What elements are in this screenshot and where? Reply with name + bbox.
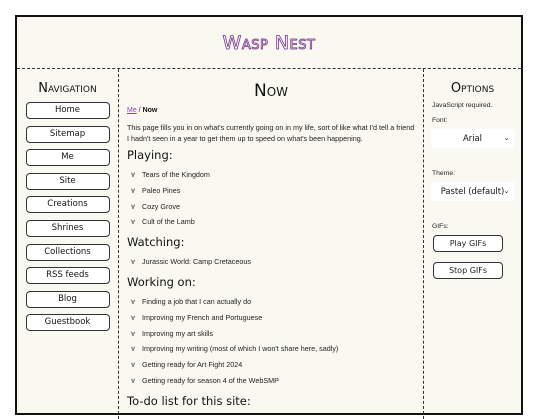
nav-button-sitemap[interactable]: Sitemap xyxy=(26,126,110,143)
options-sidebar xyxy=(423,69,521,419)
nav-button-creations[interactable]: Creations xyxy=(26,196,110,213)
nav-button-site[interactable]: Site xyxy=(26,173,110,190)
list-item xyxy=(131,215,415,231)
theme-select[interactable] xyxy=(431,182,515,201)
list-item xyxy=(131,327,415,343)
nav-button-home[interactable]: Home xyxy=(26,102,110,119)
nav-button-guestbook[interactable]: Guestbook xyxy=(26,314,110,331)
breadcrumb-separator: / xyxy=(136,107,143,114)
bullet-icon: ∀ xyxy=(131,204,136,211)
bullet-icon: ∀ xyxy=(131,363,136,370)
list-item xyxy=(131,358,415,374)
section-heading: Working on: xyxy=(127,274,196,289)
list-item-text: Getting ready for season 4 of the WebSMP xyxy=(142,375,279,385)
bullet-icon: ∀ xyxy=(131,188,136,195)
bullet-icon: ∀ xyxy=(131,299,136,306)
bullet-icon: ∀ xyxy=(131,315,136,322)
list-item-text: Improving my French and Portuguese xyxy=(142,312,263,322)
bullet-icon: ∀ xyxy=(131,378,136,385)
site-title[interactable]: Wasp Nest xyxy=(222,31,316,54)
chevron-down-icon: ⌄ xyxy=(503,134,510,142)
navigation-heading: Navigation xyxy=(38,81,97,96)
page-frame xyxy=(15,15,523,415)
theme-select-value: Pastel (default) xyxy=(440,186,505,196)
nav-button-shrines[interactable]: Shrines xyxy=(26,220,110,237)
bullet-icon: ∀ xyxy=(131,220,136,227)
list-item-text: Improving my art skills xyxy=(142,328,214,338)
javascript-note: JavaScript required. xyxy=(432,102,493,109)
page-title: Now xyxy=(253,81,289,101)
breadcrumb-current: Now xyxy=(142,107,158,114)
section-list xyxy=(127,168,415,231)
list-item-text: Getting ready for Art Fight 2024 xyxy=(142,360,243,370)
sections-container xyxy=(127,148,415,408)
list-item-text: Improving my writing (most of which I won't share here, sadly) xyxy=(142,344,339,354)
section-heading: Watching: xyxy=(127,235,185,250)
intro-paragraph: This page fills you in on what's currently going on in my life, sort of like what I'd tell a friend I hadn't seen in a year to get them up to speed on what's been happening. xyxy=(127,123,415,143)
list-item-text: Jurassic World: Camp Cretaceous xyxy=(142,257,251,267)
nav-button-collections[interactable]: Collections xyxy=(26,244,110,261)
bullet-icon: ∀ xyxy=(131,347,136,354)
section-heading: To-do list for this site: xyxy=(127,393,251,408)
gifs-label: GIFs: xyxy=(432,223,449,230)
play-gifs-button[interactable]: Play GIFs xyxy=(433,235,503,252)
section-list xyxy=(127,255,415,271)
list-item xyxy=(131,374,415,390)
navigation-list xyxy=(17,102,118,331)
stop-gifs-button[interactable]: Stop GIFs xyxy=(433,262,503,279)
font-label: Font: xyxy=(432,117,448,124)
list-item xyxy=(131,200,415,216)
nav-button-blog[interactable]: Blog xyxy=(26,291,110,308)
theme-label: Theme: xyxy=(432,170,456,177)
bullet-icon: ∀ xyxy=(131,331,136,338)
site-header xyxy=(17,17,521,69)
chevron-down-icon: ⌄ xyxy=(503,187,510,195)
options-heading: Options xyxy=(450,81,495,96)
nav-button-rss-feeds[interactable]: RSS feeds xyxy=(26,267,110,284)
list-item-text: Paleo Pines xyxy=(142,185,181,195)
list-item-text: Tears of the Kingdom xyxy=(142,170,210,179)
list-item xyxy=(131,255,415,271)
breadcrumb-link-me[interactable]: Me xyxy=(127,107,137,114)
list-item-text: Cult of the Lamb xyxy=(142,217,195,227)
list-item-text: Finding a job that I can actually do xyxy=(142,296,252,306)
main-content xyxy=(119,69,423,419)
list-item xyxy=(131,184,415,200)
section-heading: Playing: xyxy=(127,148,173,162)
breadcrumb xyxy=(127,107,415,114)
nav-button-me[interactable]: Me xyxy=(26,149,110,166)
list-item xyxy=(131,295,415,311)
list-item xyxy=(131,311,415,327)
bullet-icon: ∀ xyxy=(131,173,136,179)
navigation-sidebar xyxy=(17,69,119,419)
list-item xyxy=(131,342,415,358)
list-item xyxy=(131,168,415,184)
font-select-value: Arial xyxy=(463,133,482,143)
bullet-icon: ∀ xyxy=(131,260,136,267)
section-list xyxy=(127,295,415,390)
font-select[interactable] xyxy=(431,129,515,148)
list-item-text: Cozy Grove xyxy=(142,201,180,211)
